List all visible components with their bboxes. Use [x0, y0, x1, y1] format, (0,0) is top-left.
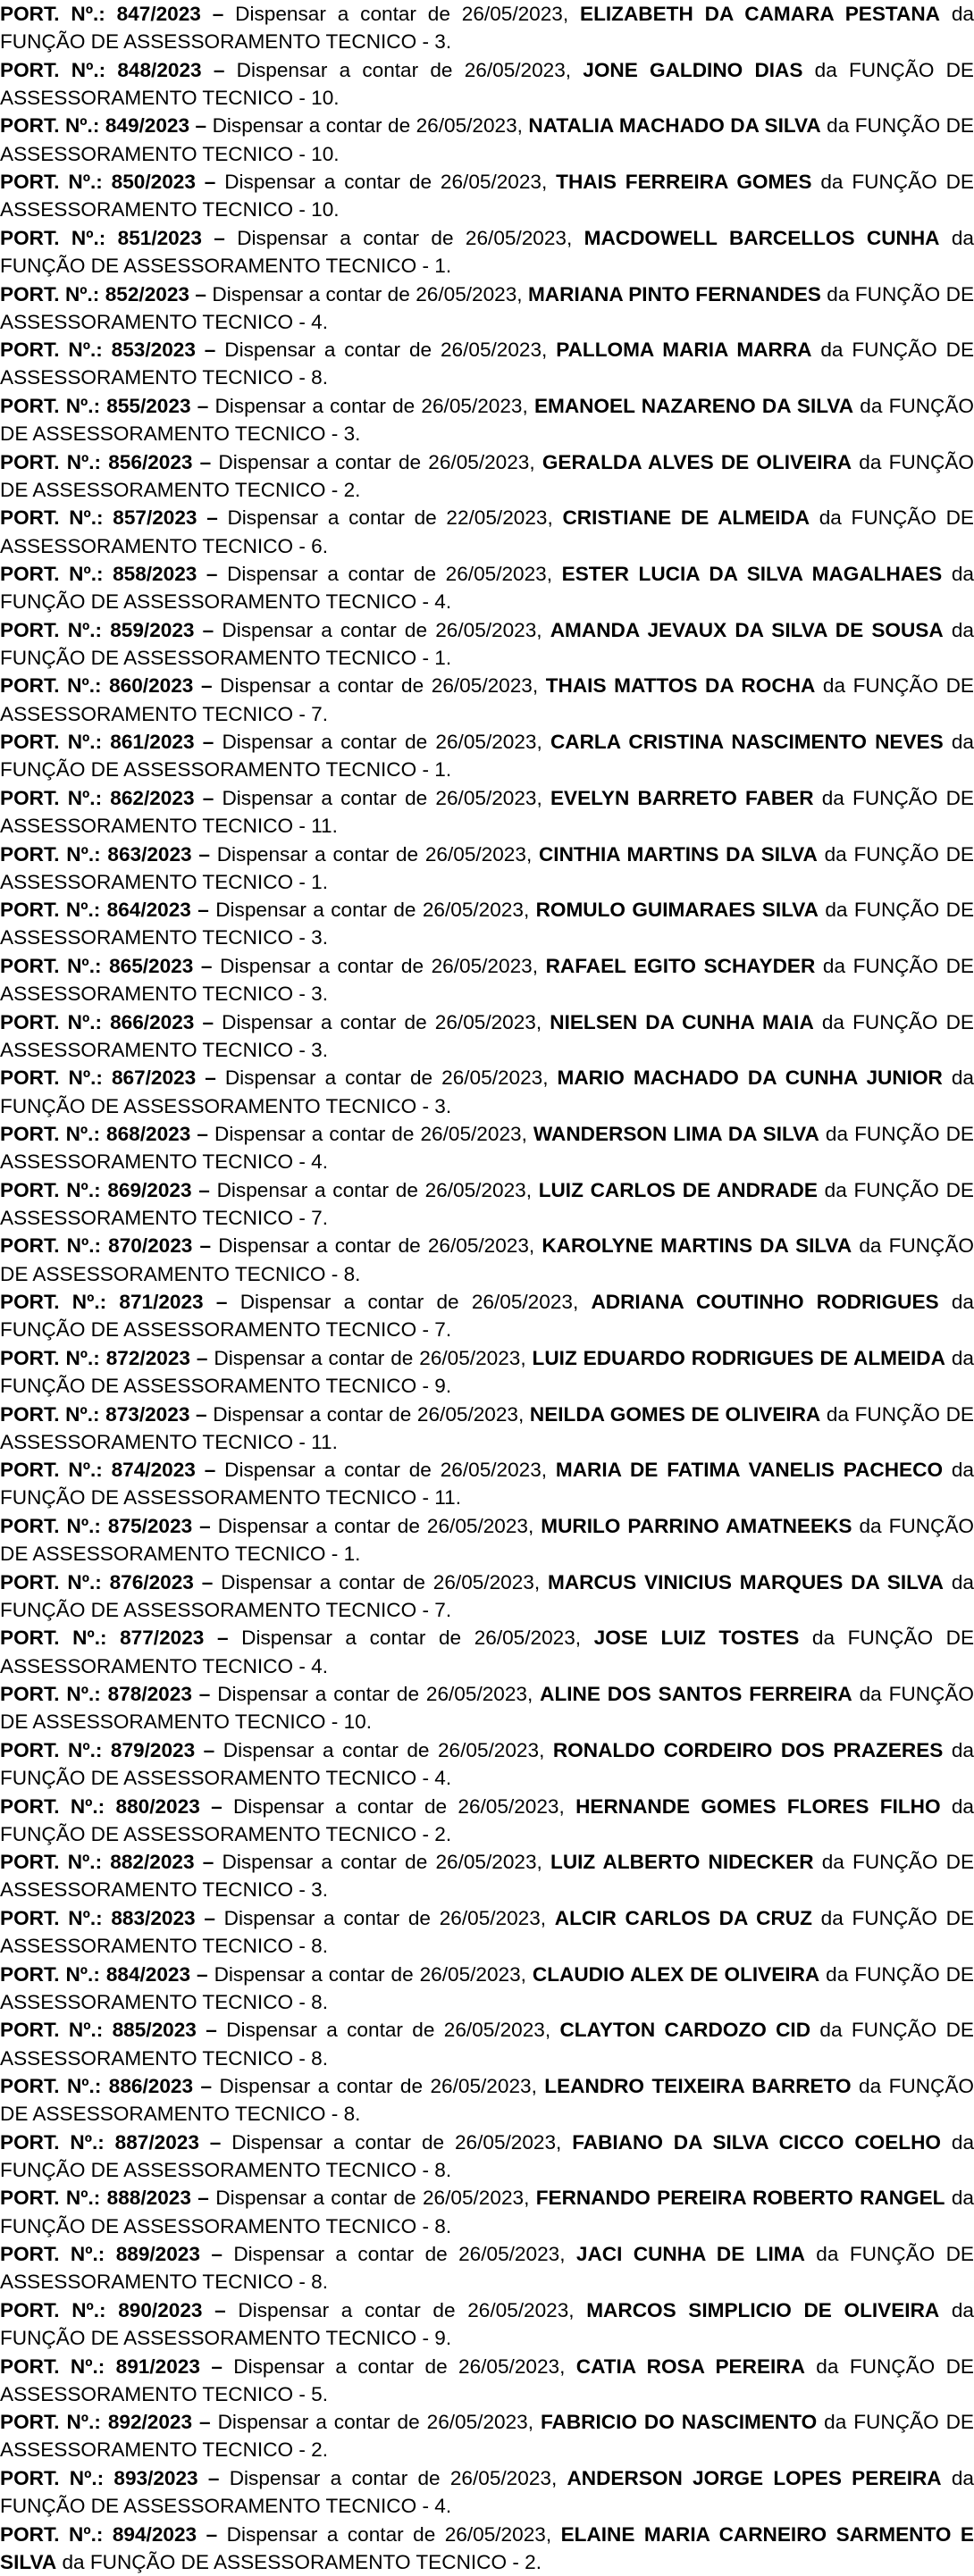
portaria-entry	[0, 841, 974, 896]
function-level: da FUNÇÃO DE ASSESSORAMENTO TECNICO - 8.	[0, 1906, 974, 1958]
function-level: da FUNÇÃO DE ASSESSORAMENTO TECNICO - 4.	[0, 563, 974, 614]
portaria-entry	[0, 448, 974, 504]
dash: –	[203, 1738, 215, 1761]
dismissal-action-date: Dispensar a contar de 26/05/2023,	[223, 3, 581, 25]
function-level: da FUNÇÃO DE ASSESSORAMENTO TECNICO - 8.	[0, 2019, 974, 2070]
portaria-number: PORT. Nº.: 884/2023	[0, 1962, 191, 1986]
dash: –	[197, 2187, 209, 2210]
dismissal-action-date: Dispensar a contar de 26/05/2023,	[210, 1683, 541, 1706]
portaria-entry	[0, 2296, 974, 2352]
portaria-entry	[0, 1568, 974, 1624]
dash: –	[204, 1459, 216, 1482]
employee-name: ALCIR CARLOS DA CRUZ	[554, 1906, 812, 1929]
portaria-number: PORT. Nº.: 850/2023	[0, 171, 196, 194]
dash: –	[198, 1178, 210, 1201]
dismissal-action-date: Dispensar a contar de 26/05/2023,	[208, 2187, 536, 2210]
portaria-entry	[0, 1120, 974, 1175]
portaria-number: PORT. Nº.: 855/2023	[0, 394, 191, 417]
dismissal-action-date: Dispensar a contar de 26/05/2023,	[228, 1627, 594, 1650]
dash: –	[202, 1851, 214, 1874]
employee-name: NIELSEN DA CUNHA MAIA	[550, 1010, 814, 1033]
dismissal-action-date: Dispensar a contar de 26/05/2023,	[213, 1570, 549, 1593]
portaria-entry	[0, 1680, 974, 1735]
employee-name: RONALDO CORDEIRO DOS PRAZERES	[552, 1738, 944, 1761]
portaria-entry	[0, 896, 974, 951]
dash: –	[198, 1683, 211, 1706]
portaria-number: PORT. Nº.: 875/2023	[0, 1514, 193, 1537]
function-level: da FUNÇÃO DE ASSESSORAMENTO TECNICO - 3.	[0, 954, 974, 1006]
function-level: da FUNÇÃO DE ASSESSORAMENTO TECNICO - 4.	[0, 1627, 974, 1677]
portaria-entry	[0, 1288, 974, 1343]
portaria-entry	[0, 1344, 974, 1400]
dismissal-action-date: Dispensar a contar de 26/05/2023,	[206, 114, 529, 138]
portaria-entry	[0, 1008, 974, 1064]
dash: –	[197, 394, 209, 417]
dismissal-action-date: Dispensar a contar de 26/05/2023,	[224, 58, 584, 81]
dismissal-action-date: Dispensar a contar de 26/05/2023,	[215, 1459, 556, 1482]
portaria-number: PORT. Nº.: 852/2023	[0, 282, 189, 305]
portaria-entry	[0, 1512, 974, 1568]
employee-name: ADRIANA COUTINHO RODRIGUES	[591, 1291, 939, 1314]
dismissal-action-date: Dispensar a contar de 26/05/2023,	[207, 1962, 533, 1986]
portaria-number: PORT. Nº.: 886/2023	[0, 2075, 194, 2098]
portaria-entry	[0, 784, 974, 840]
portaria-number: PORT. Nº.: 862/2023	[0, 786, 195, 809]
dash: –	[212, 3, 224, 25]
portaria-entry	[0, 280, 974, 336]
dash: –	[199, 1234, 212, 1258]
portaria-number: PORT. Nº.: 890/2023	[0, 2298, 203, 2321]
portaria-number: PORT. Nº.: 887/2023	[0, 2130, 199, 2154]
dash: –	[196, 1402, 207, 1426]
dash: –	[207, 2466, 220, 2489]
dismissal-action-date: Dispensar a contar de 26/05/2023,	[209, 842, 539, 866]
employee-name: LEANDRO TEIXEIRA BARRETO	[544, 2075, 852, 2098]
portaria-number: PORT. Nº.: 851/2023	[0, 226, 202, 249]
employee-name: RAFAEL EGITO SCHAYDER	[545, 954, 816, 977]
portaria-entry	[0, 0, 974, 55]
employee-name: CLAUDIO ALEX DE OLIVEIRA	[532, 1962, 820, 1986]
dash: –	[206, 2522, 218, 2546]
dismissal-action-date: Dispensar a contar de 26/05/2023,	[212, 2075, 545, 2098]
function-level: da FUNÇÃO DE ASSESSORAMENTO TECNICO - 1.	[0, 1514, 974, 1566]
dash: –	[214, 226, 225, 249]
dismissal-action-date: Dispensar a contar de 26/05/2023,	[214, 618, 550, 641]
employee-name: JACI CUNHA DE LIMA	[575, 2243, 805, 2266]
function-level: da FUNÇÃO DE ASSESSORAMENTO TECNICO - 10.	[0, 114, 974, 165]
portaria-number: PORT. Nº.: 876/2023	[0, 1570, 194, 1593]
employee-name: FABRICIO DO NASCIMENTO	[540, 2411, 818, 2434]
function-level: da FUNÇÃO DE ASSESSORAMENTO TECNICO - 3.	[0, 394, 974, 446]
dash: –	[196, 1346, 208, 1369]
employee-name: THAIS MATTOS DA ROCHA	[545, 674, 816, 698]
dismissal-action-date: Dispensar a contar de 26/05/2023,	[214, 1906, 555, 1929]
portaria-number: PORT. Nº.: 872/2023	[0, 1346, 190, 1369]
function-level: da FUNÇÃO DE ASSESSORAMENTO TECNICO - 2.	[0, 2411, 974, 2462]
portaria-number: PORT. Nº.: 873/2023	[0, 1402, 190, 1426]
portaria-number: PORT. Nº.: 879/2023	[0, 1738, 196, 1761]
employee-name: MURILO PARRINO AMATNEEKS	[541, 1514, 852, 1537]
employee-name: JOSE LUIZ TOSTES	[593, 1627, 800, 1650]
portaria-number: PORT. Nº.: 889/2023	[0, 2243, 200, 2266]
dash: –	[206, 506, 218, 530]
dash: –	[204, 171, 216, 194]
portaria-entry	[0, 2240, 974, 2296]
portaria-number: PORT. Nº.: 874/2023	[0, 1459, 196, 1482]
dash: –	[197, 899, 209, 922]
function-level: da FUNÇÃO DE ASSESSORAMENTO TECNICO - 8.	[0, 2243, 974, 2294]
portaria-number: PORT. Nº.: 864/2023	[0, 899, 191, 922]
portaria-entry	[0, 2408, 974, 2463]
dash: –	[197, 1123, 208, 1146]
function-level: da FUNÇÃO DE ASSESSORAMENTO TECNICO - 8.	[0, 2075, 974, 2126]
portaria-entry	[0, 1064, 974, 1119]
function-level: da FUNÇÃO DE ASSESSORAMENTO TECNICO - 7.	[0, 674, 974, 725]
employee-name: AMANDA JEVAUX DA SILVA DE SOUSA	[550, 618, 944, 641]
portaria-number: PORT. Nº.: 870/2023	[0, 1234, 193, 1258]
portaria-number: PORT. Nº.: 883/2023	[0, 1906, 196, 1929]
function-level: da FUNÇÃO DE ASSESSORAMENTO TECNICO - 4.	[0, 1738, 974, 1789]
portaria-number: PORT. Nº.: 861/2023	[0, 731, 195, 754]
dismissal-action-date: Dispensar a contar de 26/05/2023,	[207, 1346, 533, 1369]
employee-name: CRISTIANE DE ALMEIDA	[562, 506, 810, 530]
function-level: da FUNÇÃO DE ASSESSORAMENTO TECNICO - 4.	[0, 2466, 974, 2518]
employee-name: MARCOS SIMPLICIO DE OLIVEIRA	[586, 2298, 940, 2321]
portaria-entry	[0, 168, 974, 223]
function-level: da FUNÇÃO DE ASSESSORAMENTO TECNICO - 3.	[0, 1066, 974, 1117]
dismissal-action-date: Dispensar a contar de 26/05/2023,	[214, 1738, 553, 1761]
employee-name: CINTHIA MARTINS DA SILVA	[538, 842, 818, 866]
portaria-entry	[0, 1736, 974, 1792]
dismissal-action-date: Dispensar a contar de 26/05/2023,	[217, 2522, 561, 2546]
dash: –	[204, 1906, 215, 1929]
dismissal-action-date: Dispensar a contar de 26/05/2023,	[211, 1234, 542, 1258]
function-level: da FUNÇÃO DE ASSESSORAMENTO TECNICO - 8.	[0, 2187, 974, 2237]
portaria-number: PORT. Nº.: 857/2023	[0, 506, 197, 530]
dash: –	[204, 339, 216, 362]
dash: –	[216, 1627, 229, 1650]
portaria-number: PORT. Nº.: 849/2023	[0, 114, 190, 138]
function-level: da FUNÇÃO DE ASSESSORAMENTO TECNICO - 7.	[0, 1291, 974, 1342]
function-level: da FUNÇÃO DE ASSESSORAMENTO TECNICO - 3.	[0, 899, 974, 949]
dismissal-action-date: Dispensar a contar de 26/05/2023,	[215, 1066, 558, 1090]
dismissal-action-date: Dispensar a contar de 26/05/2023,	[225, 2298, 587, 2321]
employee-name: MARIA DE FATIMA VANELIS PACHECO	[555, 1459, 944, 1482]
portaria-number: PORT. Nº.: 894/2023	[0, 2522, 197, 2546]
portaria-number: PORT. Nº.: 892/2023	[0, 2411, 193, 2434]
employee-name: HERNANDE GOMES FLORES FILHO	[575, 1794, 941, 1818]
dismissal-action-date: Dispensar a contar de 26/05/2023,	[208, 394, 534, 417]
portaria-entry	[0, 616, 974, 672]
employee-name: ELIZABETH DA CAMARA PESTANA	[580, 3, 940, 25]
dismissal-action-date: Dispensar a contar de 26/05/2023,	[208, 899, 536, 922]
dash: –	[199, 2411, 211, 2434]
dismissal-action-date: Dispensar a contar de 26/05/2023,	[211, 450, 542, 473]
function-level: da FUNÇÃO DE ASSESSORAMENTO TECNICO - 3.	[0, 3, 974, 54]
function-level: da FUNÇÃO DE ASSESSORAMENTO TECNICO - 9.	[0, 2298, 974, 2350]
dash: –	[197, 1962, 208, 1986]
portaria-number: PORT. Nº.: 877/2023	[0, 1627, 205, 1650]
function-level: da FUNÇÃO DE ASSESSORAMENTO TECNICO - 2.	[0, 1794, 974, 1845]
employee-name: GERALDA ALVES DE OLIVEIRA	[542, 450, 852, 473]
portaria-number: PORT. Nº.: 847/2023	[0, 3, 201, 25]
dismissal-action-date: Dispensar a contar de 26/05/2023,	[212, 674, 546, 698]
dismissal-action-date: Dispensar a contar de 26/05/2023,	[222, 2354, 576, 2378]
portaria-number: PORT. Nº.: 858/2023	[0, 563, 197, 586]
employee-name: CATIA ROSA PEREIRA	[575, 2354, 805, 2378]
portaria-entry	[0, 2353, 974, 2408]
portaria-number: PORT. Nº.: 863/2023	[0, 842, 192, 866]
function-level: da FUNÇÃO DE ASSESSORAMENTO TECNICO - 2.	[0, 450, 974, 501]
dash: –	[211, 1794, 223, 1818]
portaria-number: PORT. Nº.: 869/2023	[0, 1178, 192, 1201]
portaria-number: PORT. Nº.: 878/2023	[0, 1683, 192, 1706]
dismissal-action-date: Dispensar a contar de 26/05/2023,	[222, 2243, 576, 2266]
dismissal-action-date: Dispensar a contar de 26/05/2023,	[217, 563, 562, 586]
dismissal-action-date: Dispensar a contar de 26/05/2023,	[222, 1794, 576, 1818]
portaria-entry	[0, 1904, 974, 1960]
function-level: da FUNÇÃO DE ASSESSORAMENTO TECNICO - 11.	[0, 1459, 974, 1510]
function-level: da FUNÇÃO DE ASSESSORAMENTO TECNICO - 8.	[0, 2130, 974, 2181]
dismissal-action-date: Dispensar a contar de 26/05/2023,	[214, 1010, 550, 1033]
employee-name: CARLA CRISTINA NASCIMENTO NEVES	[550, 731, 944, 754]
portaria-number: PORT. Nº.: 888/2023	[0, 2187, 191, 2210]
portaria-entry	[0, 1456, 974, 1511]
portaria-number: PORT. Nº.: 848/2023	[0, 58, 202, 81]
function-level: da FUNÇÃO DE ASSESSORAMENTO TECNICO - 1.	[0, 618, 974, 669]
dismissal-action-date: Dispensar a contar de 26/05/2023,	[216, 2019, 560, 2042]
portaria-entry	[0, 2521, 974, 2576]
dash: –	[200, 954, 213, 977]
employee-name: MARIO MACHADO DA CUNHA JUNIOR	[557, 1066, 943, 1090]
function-level: da FUNÇÃO DE ASSESSORAMENTO TECNICO - 10.	[0, 1683, 974, 1734]
portaria-entry	[0, 2072, 974, 2128]
employee-name: LUIZ ALBERTO NIDECKER	[550, 1851, 814, 1874]
employee-name: CLAYTON CARDOZO CID	[559, 2019, 811, 2042]
dash: –	[199, 1514, 211, 1537]
portaria-number: PORT. Nº.: 882/2023	[0, 1851, 195, 1874]
dismissal-action-date: Dispensar a contar de 26/05/2023,	[210, 1514, 542, 1537]
dismissal-action-date: Dispensar a contar de 26/05/2023,	[212, 954, 546, 977]
dismissal-action-date: Dispensar a contar de 26/05/2023,	[206, 1402, 530, 1426]
function-level: da FUNÇÃO DE ASSESSORAMENTO TECNICO - 7.	[0, 1570, 974, 1621]
employee-name: THAIS FERREIRA GOMES	[556, 171, 812, 194]
portaria-entry	[0, 224, 974, 280]
dash: –	[199, 450, 212, 473]
portaria-number: PORT. Nº.: 853/2023	[0, 339, 196, 362]
function-level: da FUNÇÃO DE ASSESSORAMENTO TECNICO - 3.	[0, 1851, 974, 1902]
function-level: da FUNÇÃO DE ASSESSORAMENTO TECNICO - 5.	[0, 2354, 974, 2405]
portaria-number: PORT. Nº.: 880/2023	[0, 1794, 200, 1818]
dash: –	[206, 2019, 217, 2042]
portaria-number: PORT. Nº.: 891/2023	[0, 2354, 200, 2378]
employee-name: NEILDA GOMES DE OLIVEIRA	[529, 1402, 821, 1426]
employee-name: FABIANO DA SILVA CICCO COELHO	[572, 2130, 941, 2154]
portaria-number: PORT. Nº.: 859/2023	[0, 618, 195, 641]
employee-name: PALLOMA MARIA MARRA	[556, 339, 812, 362]
function-level: da FUNÇÃO DE ASSESSORAMENTO TECNICO - 4.	[0, 1123, 974, 1174]
function-level: da FUNÇÃO DE ASSESSORAMENTO TECNICO - 8.	[0, 1234, 974, 1285]
dash: –	[202, 786, 214, 809]
portaria-number: PORT. Nº.: 871/2023	[0, 1291, 204, 1314]
employee-name: JONE GALDINO DIAS	[583, 58, 803, 81]
dash: –	[201, 1570, 214, 1593]
function-level: da FUNÇÃO DE ASSESSORAMENTO TECNICO - 1.	[0, 226, 974, 278]
employee-name: EVELYN BARRETO FABER	[550, 786, 814, 809]
dismissal-action-date: Dispensar a contar de 26/05/2023,	[215, 339, 557, 362]
dismissal-action-date: Dispensar a contar de 26/05/2023,	[221, 2130, 573, 2154]
dash: –	[195, 282, 206, 305]
function-level: da FUNÇÃO DE ASSESSORAMENTO TECNICO - 11.	[0, 1402, 974, 1453]
dismissal-action-date: Dispensar a contar de 26/05/2023,	[207, 1123, 533, 1146]
employee-name: WANDERSON LIMA DA SILVA	[533, 1123, 819, 1146]
dash: –	[202, 731, 214, 754]
employee-name: ALINE DOS SANTOS FERREIRA	[540, 1683, 852, 1706]
portaria-entry	[0, 1401, 974, 1456]
dismissal-action-date: Dispensar a contar de 26/05/2023,	[215, 171, 557, 194]
employee-name: FERNANDO PEREIRA ROBERTO RANGEL	[535, 2187, 945, 2210]
portaria-number: PORT. Nº.: 856/2023	[0, 450, 193, 473]
portaria-entry	[0, 1176, 974, 1232]
dismissal-action-date: Dispensar a contar de 26/05/2023,	[206, 282, 528, 305]
function-level: da FUNÇÃO DE ASSESSORAMENTO TECNICO - 3.	[0, 1010, 974, 1061]
employee-name: ELAINE MARIA CARNEIRO SARMENTO E SILVA	[0, 2522, 974, 2573]
portaria-number: PORT. Nº.: 860/2023	[0, 674, 194, 698]
portaria-number: PORT. Nº.: 893/2023	[0, 2466, 198, 2489]
function-level: da FUNÇÃO DE ASSESSORAMENTO TECNICO - 1.	[0, 731, 974, 782]
employee-name: EMANOEL NAZARENO DA SILVA	[533, 394, 854, 417]
function-level: da FUNÇÃO DE ASSESSORAMENTO TECNICO - 10.	[0, 171, 974, 222]
employee-name: NATALIA MACHADO DA SILVA	[528, 114, 821, 138]
employee-name: ANDERSON JORGE LOPES PEREIRA	[567, 2466, 942, 2489]
dash: –	[206, 563, 218, 586]
dash: –	[209, 2130, 222, 2154]
portaria-entry	[0, 336, 974, 391]
dismissal-action-date: Dispensar a contar de 26/05/2023,	[214, 786, 550, 809]
portaria-entry	[0, 952, 974, 1008]
dismissal-action-date: Dispensar a contar de 26/05/2023,	[214, 731, 550, 754]
portaria-entry	[0, 560, 974, 615]
portaria-number: PORT. Nº.: 867/2023	[0, 1066, 197, 1090]
portaria-number: PORT. Nº.: 866/2023	[0, 1010, 195, 1033]
portaria-number: PORT. Nº.: 868/2023	[0, 1123, 191, 1146]
portaria-entry	[0, 1848, 974, 1903]
dash: –	[200, 674, 213, 698]
dismissal-action-date: Dispensar a contar de 26/05/2023,	[214, 1851, 551, 1874]
dash: –	[211, 2354, 223, 2378]
portaria-entry	[0, 2184, 974, 2239]
portaria-entry	[0, 504, 974, 559]
dismissal-action-date: Dispensar a contar de 26/05/2023,	[210, 2411, 541, 2434]
function-level: da FUNÇÃO DE ASSESSORAMENTO TECNICO - 2.	[56, 2550, 542, 2573]
employee-name: MACDOWELL BARCELLOS CUNHA	[584, 226, 940, 249]
function-level: da FUNÇÃO DE ASSESSORAMENTO TECNICO - 6.	[0, 506, 974, 557]
function-level: da FUNÇÃO DE ASSESSORAMENTO TECNICO - 9.	[0, 1346, 974, 1398]
portaria-entry	[0, 2016, 974, 2071]
function-level: da FUNÇÃO DE ASSESSORAMENTO TECNICO - 1.	[0, 842, 974, 893]
dismissal-action-date: Dispensar a contar de 22/05/2023,	[217, 506, 563, 530]
function-level: da FUNÇÃO DE ASSESSORAMENTO TECNICO - 8.	[0, 339, 974, 389]
portaria-entry	[0, 392, 974, 447]
portaria-number: PORT. Nº.: 885/2023	[0, 2019, 197, 2042]
dash: –	[202, 618, 214, 641]
portaria-entry	[0, 1793, 974, 1848]
portaria-entry	[0, 2129, 974, 2184]
portaria-entry	[0, 672, 974, 727]
dash: –	[200, 2075, 213, 2098]
dash: –	[213, 58, 225, 81]
employee-name: MARCUS VINICIUS MARQUES DA SILVA	[548, 1570, 944, 1593]
portaria-entry	[0, 1232, 974, 1287]
employee-name: LUIZ CARLOS DE ANDRADE	[538, 1178, 818, 1201]
portaria-number: PORT. Nº.: 865/2023	[0, 954, 194, 977]
dismissal-action-date: Dispensar a contar de 26/05/2023,	[209, 1178, 539, 1201]
dash: –	[198, 842, 210, 866]
portaria-entry	[0, 1624, 974, 1679]
dismissal-action-date: Dispensar a contar de 26/05/2023,	[224, 226, 584, 249]
dismissal-action-date: Dispensar a contar de 26/05/2023,	[219, 2466, 567, 2489]
function-level: da FUNÇÃO DE ASSESSORAMENTO TECNICO - 10.	[0, 58, 974, 109]
employee-name: LUIZ EDUARDO RODRIGUES DE ALMEIDA	[532, 1346, 945, 1369]
dash: –	[215, 1291, 228, 1314]
dash: –	[211, 2243, 223, 2266]
dash: –	[195, 114, 207, 138]
function-level: da FUNÇÃO DE ASSESSORAMENTO TECNICO - 11.	[0, 786, 974, 838]
function-level: da FUNÇÃO DE ASSESSORAMENTO TECNICO - 7.	[0, 1178, 974, 1229]
dash: –	[214, 2298, 226, 2321]
portaria-entry	[0, 56, 974, 112]
portaria-entry	[0, 112, 974, 167]
portaria-entry	[0, 2464, 974, 2520]
employee-name: MARIANA PINTO FERNANDES	[527, 282, 821, 305]
employee-name: KAROLYNE MARTINS DA SILVA	[542, 1234, 852, 1258]
portaria-entry	[0, 1961, 974, 2016]
employee-name: ESTER LUCIA DA SILVA MAGALHAES	[561, 563, 943, 586]
function-level: da FUNÇÃO DE ASSESSORAMENTO TECNICO - 4.	[0, 282, 974, 333]
dash: –	[202, 1010, 214, 1033]
dash: –	[205, 1066, 216, 1090]
employee-name: ROMULO GUIMARAES SILVA	[535, 899, 819, 922]
function-level: da FUNÇÃO DE ASSESSORAMENTO TECNICO - 8.	[0, 1962, 974, 2013]
portaria-entry	[0, 728, 974, 783]
dismissal-action-date: Dispensar a contar de 26/05/2023,	[227, 1291, 592, 1314]
